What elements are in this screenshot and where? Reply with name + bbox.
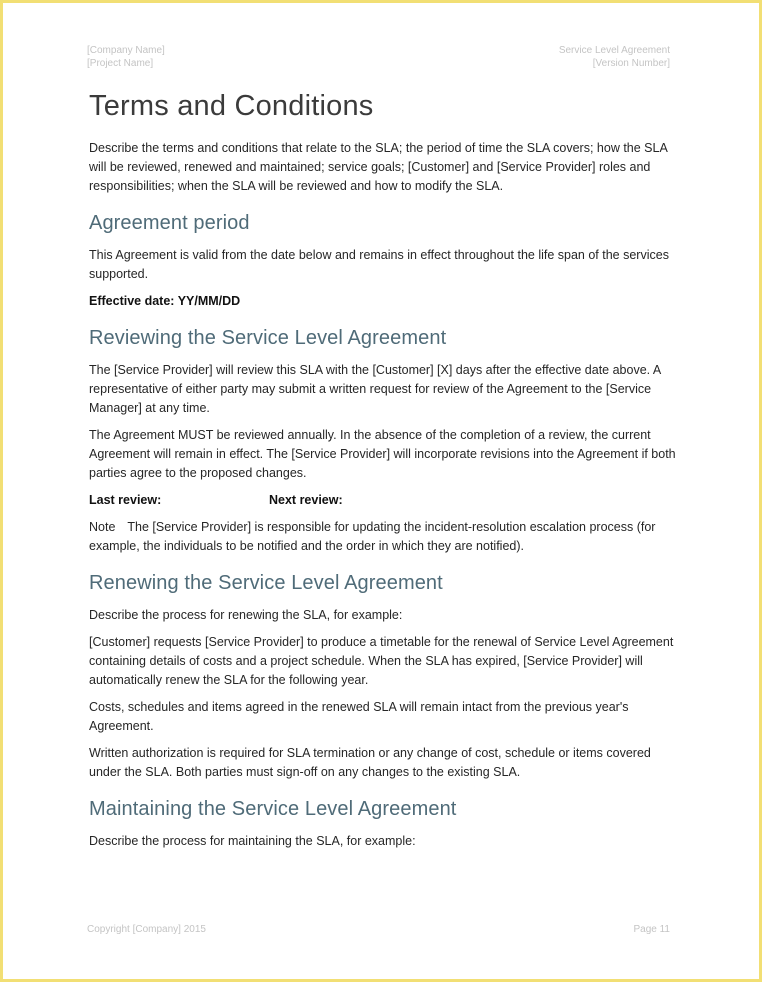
note-paragraph	[89, 518, 677, 556]
reviewing-paragraph-1: The [Service Provider] will review this SLA with the [Customer] [X] days after the effective date above. A representative of either party may submit a written request for review of the Agreement to the [Service Manager] at any time.	[89, 363, 661, 415]
header-project-name: [Project Name]	[87, 58, 154, 69]
header-left	[87, 44, 165, 70]
review-dates-row	[89, 491, 677, 510]
renewing-paragraph-3: Costs, schedules and items agreed in the renewed SLA will remain intact from the previous year's Agreement.	[89, 700, 629, 733]
next-review-label: Next review:	[269, 493, 343, 507]
renewing-heading: Renewing the Service Level Agreement	[89, 572, 443, 594]
page-title: Terms and Conditions	[89, 90, 374, 122]
header-version: [Version Number]	[592, 58, 670, 69]
effective-date: Effective date: YY/MM/DD	[89, 294, 241, 308]
intro-paragraph: Describe the terms and conditions that relate to the SLA; the period of time the SLA covers; how the SLA will be reviewed, renewed and maintained; service goals; [Customer] and [Service Provider] roles and responsibilities; when the SLA will be reviewed and how to modify the SLA.	[89, 141, 668, 193]
maintaining-heading: Maintaining the Service Level Agreement	[89, 798, 457, 820]
note-text: The [Service Provider] is responsible for updating the incident-resolution escalation process (for example, the individuals to be notified and the order in which they are notified).	[89, 520, 656, 553]
renewing-paragraph-2: [Customer] requests [Service Provider] to produce a timetable for the renewal of Service Level Agreement containing details of costs and a project schedule. When the SLA has expired, [Service Provider] will automatically renew the SLA for the following year.	[89, 635, 674, 687]
reviewing-paragraph-2: The Agreement MUST be reviewed annually. In the absence of the completion of a review, the current Agreement will remain in effect. The [Service Provider] will incorporate revisions into the Agreement if both parties agree to the proposed changes.	[89, 428, 676, 480]
renewing-paragraph-4: Written authorization is required for SLA termination or any change of cost, schedule or items covered under the SLA. Both parties must sign-off on any changes to the existing SLA.	[89, 746, 651, 779]
last-review-label: Last review:	[89, 493, 162, 507]
maintaining-paragraph-1: Describe the process for maintaining the SLA, for example:	[89, 834, 416, 848]
footer-copyright: Copyright [Company] 2015	[87, 924, 206, 935]
agreement-period-heading: Agreement period	[89, 212, 250, 234]
renewing-paragraph-1: Describe the process for renewing the SLA, for example:	[89, 608, 403, 622]
header-company-name: [Company Name]	[87, 45, 165, 56]
agreement-period-paragraph: This Agreement is valid from the date below and remains in effect throughout the life span of the services supported.	[89, 248, 669, 281]
reviewing-heading: Reviewing the Service Level Agreement	[89, 327, 447, 349]
document-body	[89, 89, 677, 859]
header-right	[559, 44, 670, 70]
note-label: Note	[89, 520, 116, 534]
footer-page-number: Page 11	[633, 924, 670, 935]
header-doc-type: Service Level Agreement	[558, 45, 670, 56]
